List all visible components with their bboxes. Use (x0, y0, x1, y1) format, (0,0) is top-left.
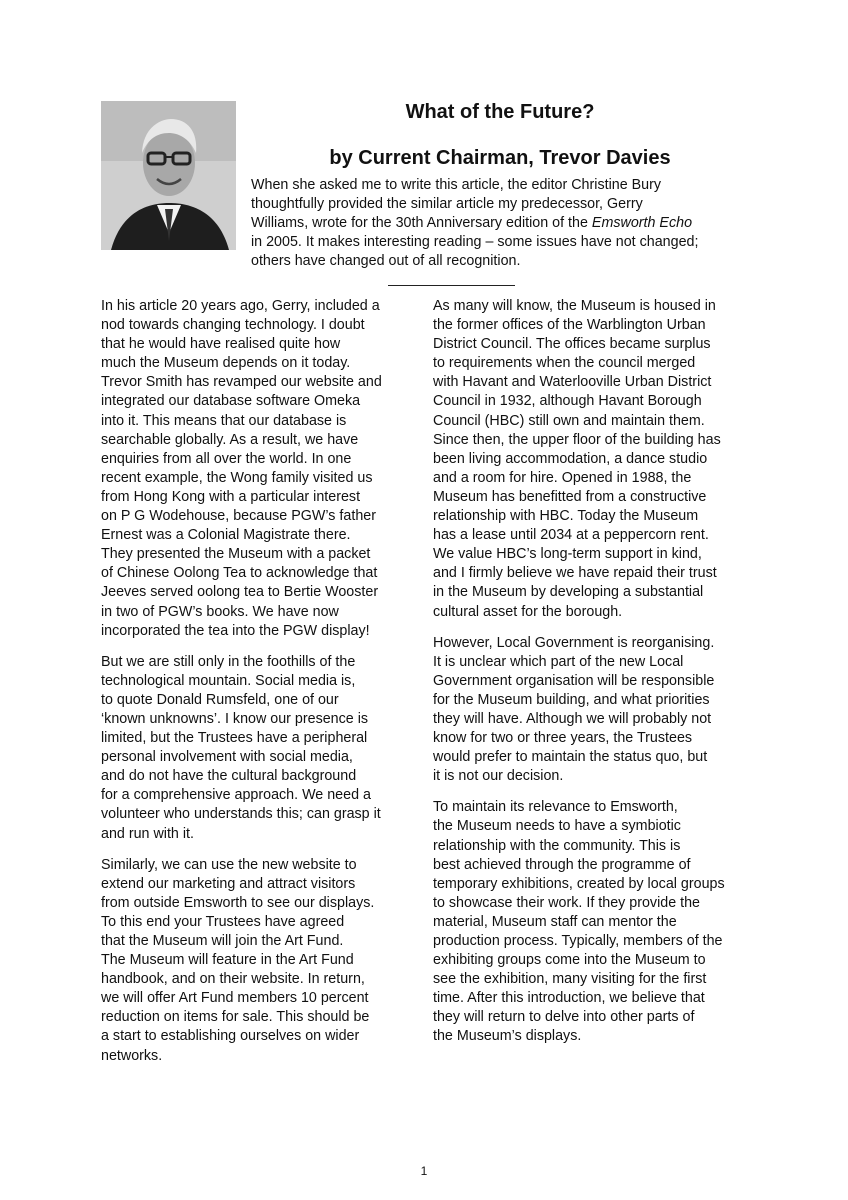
text-line: recent example, the Wong family visited us (101, 469, 373, 486)
text-line: relationship with the community. This is (433, 837, 681, 854)
left-column (101, 297, 413, 1078)
text-line: However, Local Government is reorganising. (433, 634, 715, 651)
text-line: networks. (101, 1047, 163, 1064)
author-portrait (101, 101, 236, 250)
paragraph (101, 297, 413, 641)
paragraph (101, 856, 413, 1066)
text-line: for a comprehensive approach. We need a (101, 787, 371, 804)
article-byline: by Current Chairman, Trevor Davies (329, 147, 671, 169)
text-line: extend our marketing and attract visitors (101, 875, 356, 892)
text-line: We value HBC’s long-term support in kind, (433, 546, 702, 563)
text-line: They presented the Museum with a packet (101, 546, 371, 563)
paragraph (101, 653, 413, 844)
text-line: they will have. Although we will probably not (433, 710, 712, 727)
text-line: To this end your Trustees have agreed (101, 913, 345, 930)
text-line: technological mountain. Social media is, (101, 672, 356, 689)
text-line: exhibiting groups come into the Museum to (433, 952, 706, 969)
right-column (433, 297, 753, 1059)
text-line: reduction on items for sale. This should be (101, 1009, 370, 1026)
text-line: As many will know, the Museum is housed in (433, 298, 716, 314)
text-line: Jeeves served oolong tea to Bertie Wooster (101, 584, 379, 601)
text-line: would prefer to maintain the status quo, but (433, 749, 708, 766)
text-line: The Museum will feature in the Art Fund (101, 952, 354, 969)
text-line: Trevor Smith has revamped our website and (101, 374, 382, 391)
intro-line-text: Williams, wrote for the 30th Anniversary edition of the (251, 215, 592, 232)
text-line: Similarly, we can use the new website to (101, 856, 357, 873)
text-line: In his article 20 years ago, Gerry, included a (101, 298, 380, 314)
text-line: with Havant and Waterlooville Urban District (433, 374, 712, 391)
text-line: that the Museum will join the Art Fund. (101, 933, 344, 949)
text-line: from outside Emsworth to see our displays. (101, 894, 375, 911)
text-line: But we are still only in the foothills of the (101, 653, 356, 670)
text-line: handbook, and on their website. In return, (101, 971, 365, 988)
text-line: it is not our decision. (433, 768, 564, 785)
text-line: nod towards changing technology. I doubt (101, 317, 365, 334)
page-number: 1 (420, 1164, 428, 1178)
text-line: material, Museum staff can mentor the (433, 913, 677, 930)
text-line: Since then, the upper floor of the building has (433, 431, 721, 448)
text-line: personal involvement with social media, (101, 749, 353, 766)
text-line: volunteer who understands this; can grasp it (101, 806, 381, 823)
text-line: integrated our database software Omeka (101, 393, 361, 410)
text-line: searchable globally. As a result, we have (101, 431, 359, 448)
text-line: temporary exhibitions, created by local groups (433, 875, 725, 892)
text-line: and I firmly believe we have repaid their trust (433, 565, 717, 582)
text-line: and do not have the cultural background (101, 768, 357, 785)
text-line: best achieved through the programme of (433, 856, 691, 873)
intro-paragraph (251, 176, 751, 271)
text-line: to quote Donald Rumsfeld, one of our (101, 691, 339, 708)
text-line: To maintain its relevance to Emsworth, (433, 799, 678, 816)
text-line: cultural asset for the borough. (433, 603, 623, 620)
text-line: and a room for hire. Opened in 1988, the (433, 469, 692, 486)
text-line: ‘known unknowns’. I know our presence is (101, 710, 369, 727)
text-line: Ernest was a Colonial Magistrate there. (101, 527, 351, 544)
text-line: incorporated the tea into the PGW display! (101, 622, 370, 639)
text-line: on P G Wodehouse, because PGW’s father (101, 508, 376, 525)
text-line: we will offer Art Fund members 10 percent (101, 990, 369, 1007)
text-line: relationship with HBC. Today the Museum (433, 508, 699, 525)
text-line: enquiries from all over the world. In one (101, 450, 352, 467)
text-line: a start to establishing ourselves on wider (101, 1028, 360, 1045)
text-line: from Hong Kong with a particular interest (101, 488, 361, 505)
text-line: they will return to delve into other parts of (433, 1009, 695, 1026)
text-line: the Museum needs to have a symbiotic (433, 818, 681, 835)
intro-line: others have changed out of all recognition. (251, 253, 521, 270)
intro-line: in 2005. It makes interesting reading – some issues have not changed; (251, 234, 699, 251)
text-line: has a lease until 2034 at a peppercorn rent. (433, 527, 709, 544)
text-line: It is unclear which part of the new Local (433, 653, 684, 670)
section-divider (388, 285, 515, 286)
text-line: the Museum’s displays. (433, 1028, 582, 1045)
paragraph (433, 634, 753, 787)
text-line: the former offices of the Warblington Urban (433, 317, 706, 334)
text-line: in the Museum by developing a substantial (433, 584, 704, 601)
intro-line (251, 214, 751, 233)
text-line: been living accommodation, a dance studio (433, 450, 708, 467)
text-line: in two of PGW’s books. We have now (101, 603, 339, 620)
publication-title: Emsworth Echo (591, 215, 693, 232)
text-line: District Council. The offices became surplus (433, 336, 711, 353)
paragraph (433, 297, 753, 622)
text-line: Council in 1932, although Havant Borough (433, 393, 702, 410)
text-line: time. After this introduction, we believe that (433, 990, 705, 1007)
text-line: see the exhibition, many visiting for the first (433, 971, 707, 988)
portrait-photo-icon (101, 101, 236, 250)
text-line: to showcase their work. If they provide the (433, 894, 701, 911)
text-line: Government organisation will be responsible (433, 672, 715, 689)
text-line: for the Museum building, and what priorities (433, 691, 710, 708)
text-line: of Chinese Oolong Tea to acknowledge that (101, 565, 378, 582)
text-line: know for two or three years, the Trustees (433, 730, 693, 747)
text-line: and run with it. (101, 825, 194, 842)
text-line: limited, but the Trustees have a peripheral (101, 730, 368, 747)
text-line: to requirements when the council merged (433, 355, 696, 372)
text-line: Museum has benefitted from a constructive (433, 488, 707, 505)
text-line: into it. This means that our database is (101, 412, 347, 429)
text-line: much the Museum depends on it today. (101, 355, 351, 372)
intro-line: thoughtfully provided the similar article my predecessor, Gerry (251, 196, 643, 213)
intro-line: When she asked me to write this article, the editor Christine Bury (251, 177, 662, 193)
text-line: production process. Typically, members of the (433, 933, 723, 949)
text-line: that he would have realised quite how (101, 336, 341, 353)
text-line: Council (HBC) still own and maintain them. (433, 412, 705, 429)
page-title: What of the Future? (405, 101, 595, 123)
paragraph (433, 798, 753, 1046)
